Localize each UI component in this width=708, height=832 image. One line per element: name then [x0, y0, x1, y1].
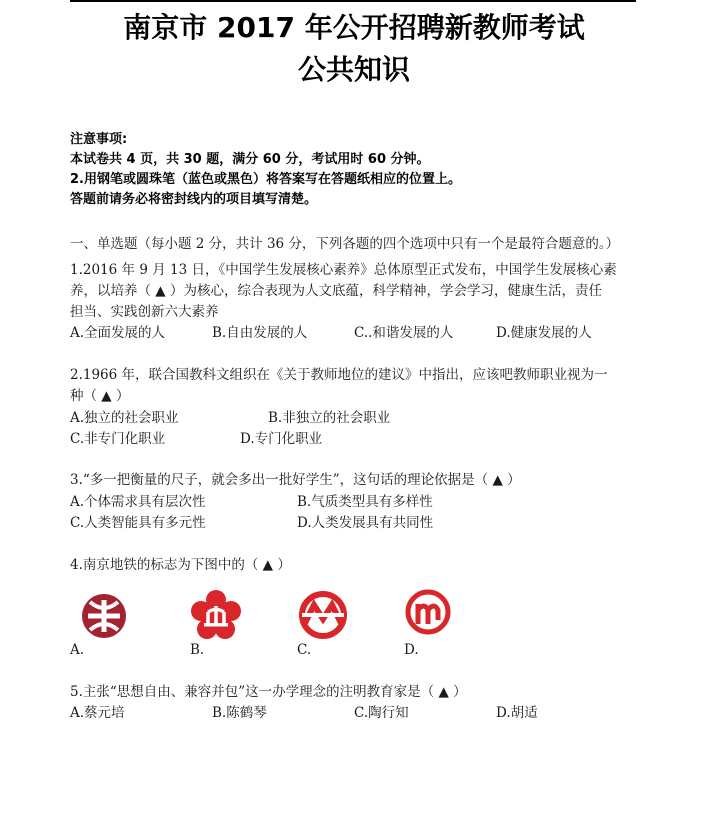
question-3-options-row2 [70, 513, 650, 534]
option-c: C.人类智能具有多元性 [70, 515, 206, 531]
option-a: A.蔡元培 [70, 705, 125, 721]
notes-line: 答题前请务必将密封线内的项目填写清楚。 [70, 192, 318, 207]
question-2-stem [70, 365, 650, 407]
section-heading: 一、单选题（每小题 2 分，共计 36 分，下列各题的四个选项中只有一个是最符合题意的。） [70, 236, 620, 252]
shanghai-metro-logo-icon [298, 589, 348, 641]
option-b: B.气质类型具有多样性 [297, 494, 433, 510]
stem-line: 2.1966 年，联合国教科文组织在《关于教师地位的建议》中指出，应该吧教师职业视为一 [70, 367, 608, 383]
question-1-options [70, 323, 650, 344]
option-a: A.独立的社会职业 [70, 410, 179, 426]
question-5-stem [70, 682, 650, 703]
notes-heading: 注意事项: [70, 132, 128, 147]
option-c: C.陶行知 [354, 705, 409, 721]
stem-line: 1.2016 年 9 月 13 日，《中国学生发展核心素养》总体原型正式发布，中国学生发展核心素 [70, 262, 617, 278]
question-4-stem [70, 555, 650, 576]
question-2-options-row2 [70, 429, 650, 450]
exam-title: 南京市 2017 年公开招聘新教师考试 [123, 11, 585, 44]
stem-line: 4.南京地铁的标志为下图中的（ ▲ ） [70, 557, 291, 573]
stem-line: 养，以培养（ ▲ ）为核心，综合表现为人文底蕴，科学精神，学会学习，健康生活，责任 [70, 283, 602, 299]
option-d: D.专门化职业 [240, 431, 323, 447]
option-d: D.人类发展具有共同性 [297, 515, 434, 531]
stem-line: 种（ ▲ ） [70, 388, 130, 404]
option-c: C.非专门化职业 [70, 431, 166, 447]
top-rule [70, 0, 636, 2]
guangzhou-metro-logo-icon [404, 588, 452, 636]
option-a: A. [70, 642, 85, 658]
option-c: C. [297, 642, 312, 658]
option-b: B.陈鹤琴 [212, 705, 267, 721]
stem-line: 担当、实践创新六大素养 [70, 304, 219, 320]
exam-subtitle: 公共知识 [297, 53, 410, 86]
option-d: D.健康发展的人 [496, 325, 592, 341]
question-1-stem [70, 260, 650, 323]
option-a: A.全面发展的人 [70, 325, 166, 341]
question-3-stem [70, 470, 650, 491]
question-4-options [70, 640, 650, 661]
question-2-options-row1 [70, 408, 650, 429]
option-b: B.自由发展的人 [212, 325, 308, 341]
option-b: B.非独立的社会职业 [268, 410, 391, 426]
option-b: B. [190, 642, 205, 658]
option-d: D.胡适 [496, 705, 538, 721]
nanjing-metro-logo-icon [190, 590, 242, 642]
notes-block [70, 130, 461, 210]
hk-mtr-logo-icon [80, 592, 128, 640]
question-3-options-row1 [70, 492, 650, 513]
stem-line: 3.“多一把衡量的尺子，就会多出一批好学生”，这句话的理论依据是（ ▲ ） [70, 472, 521, 488]
question-5-options [70, 703, 650, 724]
option-c: C..和谐发展的人 [354, 325, 454, 341]
notes-line: 2.用钢笔或圆珠笔（蓝色或黑色）将答案写在答题纸相应的位置上。 [70, 172, 461, 187]
option-d: D. [404, 642, 419, 658]
stem-line: 5.主张“思想自由、兼容并包”这一办学理念的注明教育家是（ ▲ ） [70, 684, 467, 700]
option-a: A.个体需求具有层次性 [70, 494, 206, 510]
notes-line: 本试卷共 4 页，共 30 题，满分 60 分，考试用时 60 分钟。 [70, 152, 430, 167]
